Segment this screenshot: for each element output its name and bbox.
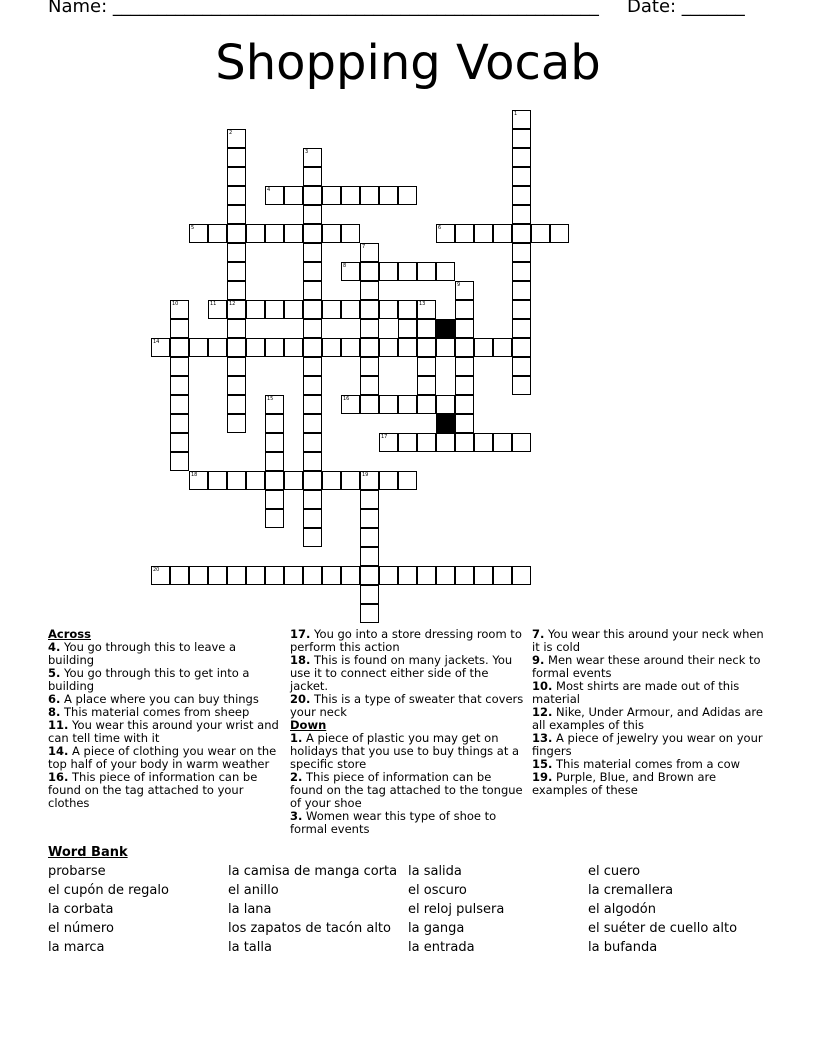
crossword-cell[interactable] xyxy=(341,338,360,357)
crossword-cell[interactable] xyxy=(284,224,303,243)
word-bank-column-3 xyxy=(408,862,504,957)
crossword-cell[interactable] xyxy=(417,319,436,338)
crossword-cell[interactable] xyxy=(246,338,265,357)
crossword-cell[interactable] xyxy=(265,186,284,205)
crossword-cell[interactable] xyxy=(360,395,379,414)
clue-number: 20. xyxy=(290,692,311,706)
crossword-cell[interactable] xyxy=(284,186,303,205)
crossword-cell[interactable] xyxy=(360,509,379,528)
clue-number: 1. xyxy=(290,731,303,745)
crossword-cell[interactable] xyxy=(455,224,474,243)
crossword-cell[interactable] xyxy=(189,566,208,585)
crossword-cell[interactable] xyxy=(398,300,417,319)
crossword-cell[interactable] xyxy=(417,433,436,452)
clue-number-label: 4 xyxy=(267,187,271,193)
clue-number-label: 12 xyxy=(229,301,236,307)
clue xyxy=(290,732,526,771)
word-bank-column-4 xyxy=(588,862,737,957)
crossword-cell[interactable] xyxy=(512,224,531,243)
crossword-cell[interactable] xyxy=(341,262,360,281)
clue-number: 6. xyxy=(48,692,61,706)
crossword-cell[interactable] xyxy=(379,395,398,414)
crossword-cell[interactable] xyxy=(512,300,531,319)
across-heading: Across xyxy=(48,627,91,641)
crossword-cell[interactable] xyxy=(474,566,493,585)
crossword-cell[interactable] xyxy=(322,224,341,243)
crossword-cell[interactable] xyxy=(341,566,360,585)
word-bank-item: el cupón de regalo xyxy=(48,883,169,898)
crossword-cell[interactable] xyxy=(265,338,284,357)
clue-number: 14. xyxy=(48,744,69,758)
crossword-cell[interactable] xyxy=(531,224,550,243)
crossword-cell[interactable] xyxy=(512,338,531,357)
clue xyxy=(48,771,280,810)
crossword-cell[interactable] xyxy=(246,471,265,490)
crossword-cell[interactable] xyxy=(170,338,189,357)
crossword-cell[interactable] xyxy=(417,300,436,319)
crossword-cell[interactable] xyxy=(208,566,227,585)
clue xyxy=(290,628,526,654)
crossword-black-cell xyxy=(436,319,455,338)
crossword-cell[interactable] xyxy=(303,205,322,224)
crossword-cell[interactable] xyxy=(227,471,246,490)
clue-number: 8. xyxy=(48,705,61,719)
crossword-cell[interactable] xyxy=(360,376,379,395)
crossword-cell[interactable] xyxy=(436,338,455,357)
crossword-cell[interactable] xyxy=(170,319,189,338)
crossword-cell[interactable] xyxy=(455,566,474,585)
crossword-cell[interactable] xyxy=(265,224,284,243)
crossword-cell[interactable] xyxy=(455,281,474,300)
word-bank-item: la entrada xyxy=(408,940,475,955)
word-bank-column-2 xyxy=(228,862,397,957)
crossword-cell[interactable] xyxy=(227,262,246,281)
crossword-cell[interactable] xyxy=(493,566,512,585)
crossword-cell[interactable] xyxy=(322,471,341,490)
crossword-cell[interactable] xyxy=(512,281,531,300)
crossword-cell[interactable] xyxy=(208,300,227,319)
crossword-cell[interactable] xyxy=(265,566,284,585)
crossword-cell[interactable] xyxy=(360,319,379,338)
clue-number-label: 14 xyxy=(153,339,160,345)
clue-number: 4. xyxy=(48,640,61,654)
crossword-cell[interactable] xyxy=(341,471,360,490)
word-bank-item: probarse xyxy=(48,864,106,879)
crossword-cell[interactable] xyxy=(322,300,341,319)
crossword-cell[interactable] xyxy=(303,357,322,376)
clue-number: 16. xyxy=(48,770,69,784)
crossword-cell[interactable] xyxy=(398,262,417,281)
crossword-cell[interactable] xyxy=(417,338,436,357)
word-bank-item: el anillo xyxy=(228,883,279,898)
word-bank-item: los zapatos de tacón alto xyxy=(228,921,391,936)
clue-text: Most shirts are made out of this material xyxy=(532,679,740,706)
crossword-cell[interactable] xyxy=(417,395,436,414)
clue-number: 5. xyxy=(48,666,61,680)
crossword-cell[interactable] xyxy=(512,129,531,148)
crossword-cell[interactable] xyxy=(398,566,417,585)
crossword-cell[interactable] xyxy=(227,338,246,357)
crossword-cell[interactable] xyxy=(455,319,474,338)
word-bank-item: el suéter de cuello alto xyxy=(588,921,738,936)
clue-number: 13. xyxy=(532,731,553,745)
crossword-cell[interactable] xyxy=(227,129,246,148)
crossword-cell[interactable] xyxy=(417,566,436,585)
clue xyxy=(290,771,526,810)
crossword-black-cell xyxy=(436,414,455,433)
crossword-cell[interactable] xyxy=(303,281,322,300)
crossword-cell[interactable] xyxy=(227,148,246,167)
date-label: Date: _______ xyxy=(627,0,745,17)
word-bank-item: la salida xyxy=(408,864,462,879)
crossword-cell[interactable] xyxy=(246,300,265,319)
clue-number-label: 6 xyxy=(438,225,442,231)
clue-text: This material comes from a cow xyxy=(552,757,741,771)
crossword-cell[interactable] xyxy=(512,319,531,338)
crossword-cell[interactable] xyxy=(379,186,398,205)
clue-text: You go into a store dressing room to perform this action xyxy=(290,627,522,654)
crossword-cell[interactable] xyxy=(227,243,246,262)
crossword-cell[interactable] xyxy=(512,110,531,129)
clue-text: Nike, Under Armour, and Adidas are all examples of this xyxy=(532,705,763,732)
crossword-cell[interactable] xyxy=(227,205,246,224)
crossword-cell[interactable] xyxy=(151,338,170,357)
crossword-cell[interactable] xyxy=(303,262,322,281)
clue-number: 2. xyxy=(290,770,303,784)
clue-number-label: 20 xyxy=(153,567,160,573)
clue-number: 19. xyxy=(532,770,553,784)
crossword-cell[interactable] xyxy=(170,433,189,452)
crossword-cell[interactable] xyxy=(398,186,417,205)
crossword-cell[interactable] xyxy=(512,243,531,262)
clue xyxy=(532,628,768,654)
crossword-cell[interactable] xyxy=(208,338,227,357)
crossword-cell[interactable] xyxy=(265,509,284,528)
clue-text: Men wear these around their neck to formal events xyxy=(532,653,761,680)
crossword-cell[interactable] xyxy=(455,433,474,452)
crossword-cell[interactable] xyxy=(360,490,379,509)
clues-column-3 xyxy=(532,628,768,797)
crossword-cell[interactable] xyxy=(303,243,322,262)
crossword-cell[interactable] xyxy=(360,471,379,490)
crossword-cell[interactable] xyxy=(303,471,322,490)
name-label: Name: ______________________________________________________ xyxy=(48,0,599,17)
word-bank-item: el cuero xyxy=(588,864,641,879)
crossword-cell[interactable] xyxy=(303,452,322,471)
clue-number: 7. xyxy=(532,627,545,641)
crossword-cell[interactable] xyxy=(341,224,360,243)
clue-number-label: 11 xyxy=(210,301,217,307)
crossword-cell[interactable] xyxy=(436,262,455,281)
crossword-cell[interactable] xyxy=(170,566,189,585)
crossword-cell[interactable] xyxy=(360,604,379,623)
crossword-cell[interactable] xyxy=(227,300,246,319)
crossword-cell[interactable] xyxy=(493,224,512,243)
crossword-cell[interactable] xyxy=(341,300,360,319)
clue-number: 9. xyxy=(532,653,545,667)
crossword-cell[interactable] xyxy=(284,338,303,357)
crossword-cell[interactable] xyxy=(322,566,341,585)
crossword-cell[interactable] xyxy=(227,167,246,186)
crossword-cell[interactable] xyxy=(493,433,512,452)
crossword-cell[interactable] xyxy=(512,167,531,186)
crossword-cell[interactable] xyxy=(550,224,569,243)
crossword-cell[interactable] xyxy=(398,471,417,490)
crossword-cell[interactable] xyxy=(379,338,398,357)
crossword-cell[interactable] xyxy=(303,376,322,395)
crossword-cell[interactable] xyxy=(227,566,246,585)
clue-text: This is found on many jackets. You use it to connect either side of the jacket. xyxy=(290,653,513,693)
word-bank-item: la camisa de manga corta xyxy=(228,864,398,879)
crossword-cell[interactable] xyxy=(208,471,227,490)
crossword-cell[interactable] xyxy=(189,224,208,243)
crossword-cell[interactable] xyxy=(360,338,379,357)
crossword-cell[interactable] xyxy=(512,148,531,167)
word-bank-item: el reloj pulsera xyxy=(408,902,505,917)
clue-number-label: 5 xyxy=(191,225,195,231)
crossword-cell[interactable] xyxy=(360,300,379,319)
clue xyxy=(290,654,526,693)
crossword-cell[interactable] xyxy=(512,433,531,452)
crossword-cell[interactable] xyxy=(360,281,379,300)
clue-number-label: 7 xyxy=(362,244,366,250)
word-bank-item: la marca xyxy=(48,940,105,955)
crossword-cell[interactable] xyxy=(227,395,246,414)
crossword-cell[interactable] xyxy=(455,300,474,319)
crossword-cell[interactable] xyxy=(398,433,417,452)
crossword-cell[interactable] xyxy=(379,566,398,585)
crossword-cell[interactable] xyxy=(170,414,189,433)
crossword-cell[interactable] xyxy=(303,528,322,547)
crossword-cell[interactable] xyxy=(379,433,398,452)
crossword-cell[interactable] xyxy=(455,338,474,357)
crossword-cell[interactable] xyxy=(360,585,379,604)
clue-number-label: 2 xyxy=(229,130,233,136)
clues-column-1 xyxy=(48,628,280,810)
crossword-cell[interactable] xyxy=(284,566,303,585)
crossword-cell[interactable] xyxy=(303,224,322,243)
crossword-cell[interactable] xyxy=(417,357,436,376)
crossword-cell[interactable] xyxy=(474,433,493,452)
crossword-cell[interactable] xyxy=(227,224,246,243)
clue xyxy=(48,719,280,745)
crossword-cell[interactable] xyxy=(360,528,379,547)
clue xyxy=(290,810,526,836)
clue xyxy=(532,732,768,758)
crossword-cell[interactable] xyxy=(227,357,246,376)
word-bank-item: la cremallera xyxy=(588,883,674,898)
crossword-cell[interactable] xyxy=(227,414,246,433)
crossword-cell[interactable] xyxy=(170,357,189,376)
crossword-cell[interactable] xyxy=(360,547,379,566)
crossword-cell[interactable] xyxy=(417,262,436,281)
clue xyxy=(48,641,280,667)
crossword-cell[interactable] xyxy=(303,300,322,319)
clue-text: A piece of clothing you wear on the top half of your body in warm weather xyxy=(48,744,277,771)
crossword-cell[interactable] xyxy=(455,376,474,395)
crossword-cell[interactable] xyxy=(284,300,303,319)
clue xyxy=(290,693,526,719)
crossword-cell[interactable] xyxy=(265,395,284,414)
crossword-cell[interactable] xyxy=(474,224,493,243)
clue-number-label: 8 xyxy=(343,263,347,269)
clue-number: 18. xyxy=(290,653,311,667)
crossword-cell[interactable] xyxy=(455,357,474,376)
crossword-cell[interactable] xyxy=(512,205,531,224)
crossword-cell[interactable] xyxy=(265,471,284,490)
crossword-cell[interactable] xyxy=(379,262,398,281)
clue-text: This material comes from sheep xyxy=(60,705,250,719)
crossword-cell[interactable] xyxy=(512,376,531,395)
page-title: Shopping Vocab xyxy=(215,35,601,91)
clue-number: 11. xyxy=(48,718,69,732)
crossword-cell[interactable] xyxy=(436,433,455,452)
crossword-cell[interactable] xyxy=(303,319,322,338)
crossword-cell[interactable] xyxy=(265,414,284,433)
crossword-cell[interactable] xyxy=(170,452,189,471)
crossword-cell[interactable] xyxy=(265,300,284,319)
clue xyxy=(532,771,768,797)
crossword-cell[interactable] xyxy=(398,338,417,357)
crossword-cell[interactable] xyxy=(265,490,284,509)
crossword-cell[interactable] xyxy=(303,490,322,509)
crossword-cell[interactable] xyxy=(265,452,284,471)
clue-number-label: 19 xyxy=(362,472,369,478)
crossword-cell[interactable] xyxy=(189,471,208,490)
clue xyxy=(48,667,280,693)
clue xyxy=(532,654,768,680)
crossword-cell[interactable] xyxy=(227,376,246,395)
clue-number: 12. xyxy=(532,705,553,719)
crossword-cell[interactable] xyxy=(303,148,322,167)
clue-number: 3. xyxy=(290,809,303,823)
crossword-cell[interactable] xyxy=(170,376,189,395)
clue-number-label: 18 xyxy=(191,472,198,478)
crossword-cell[interactable] xyxy=(474,338,493,357)
crossword-cell[interactable] xyxy=(512,357,531,376)
crossword-cell[interactable] xyxy=(398,319,417,338)
crossword-cell[interactable] xyxy=(512,566,531,585)
crossword-cell[interactable] xyxy=(455,414,474,433)
crossword-cell[interactable] xyxy=(341,186,360,205)
crossword-cell[interactable] xyxy=(493,338,512,357)
clue-text: You wear this around your wrist and can tell time with it xyxy=(48,718,279,745)
word-bank-title: Word Bank xyxy=(48,845,128,860)
word-bank-item: la corbata xyxy=(48,902,114,917)
clue-number-label: 1 xyxy=(514,111,518,117)
crossword-cell[interactable] xyxy=(512,186,531,205)
crossword-cell[interactable] xyxy=(246,224,265,243)
crossword-cell[interactable] xyxy=(303,167,322,186)
crossword-cell[interactable] xyxy=(189,338,208,357)
crossword-cell[interactable] xyxy=(436,224,455,243)
clue-number-label: 16 xyxy=(343,396,350,402)
word-bank-item: la ganga xyxy=(408,921,465,936)
clue-number-label: 9 xyxy=(457,282,461,288)
clue xyxy=(532,680,768,706)
crossword-cell[interactable] xyxy=(227,319,246,338)
crossword-cell[interactable] xyxy=(303,395,322,414)
crossword-cell[interactable] xyxy=(170,300,189,319)
clue xyxy=(532,706,768,732)
crossword-cell[interactable] xyxy=(360,186,379,205)
crossword-cell[interactable] xyxy=(322,338,341,357)
crossword-cell[interactable] xyxy=(360,566,379,585)
clue-number: 15. xyxy=(532,757,553,771)
clue-text: Purple, Blue, and Brown are examples of these xyxy=(532,770,717,797)
crossword-cell[interactable] xyxy=(303,433,322,452)
crossword-cell[interactable] xyxy=(436,395,455,414)
clues-column-2 xyxy=(290,628,526,836)
crossword-cell[interactable] xyxy=(208,224,227,243)
clue-number-label: 13 xyxy=(419,301,426,307)
clue-text: This piece of information can be found on the tag attached to your clothes xyxy=(48,770,258,810)
crossword-cell[interactable] xyxy=(303,414,322,433)
crossword-cell[interactable] xyxy=(360,357,379,376)
word-bank-item: la bufanda xyxy=(588,940,658,955)
crossword-cell[interactable] xyxy=(436,566,455,585)
clue-text: This is a type of sweater that covers your neck xyxy=(290,692,524,719)
crossword-cell[interactable] xyxy=(360,243,379,262)
clue-text: You wear this around your neck when it is cold xyxy=(532,627,764,654)
crossword-cell[interactable] xyxy=(170,395,189,414)
clue-text: A place where you can buy things xyxy=(60,692,259,706)
clue-text: You go through this to get into a building xyxy=(48,666,250,693)
clue-number-label: 17 xyxy=(381,434,388,440)
word-bank-item: el algodón xyxy=(588,902,656,917)
crossword-cell[interactable] xyxy=(341,395,360,414)
clue-text: You go through this to leave a building xyxy=(48,640,237,667)
clue-number: 10. xyxy=(532,679,553,693)
clue-text: Women wear this type of shoe to formal events xyxy=(290,809,497,836)
word-bank-item: la lana xyxy=(228,902,272,917)
clue-number-label: 15 xyxy=(267,396,274,402)
crossword-cell[interactable] xyxy=(398,395,417,414)
crossword-cell[interactable] xyxy=(303,509,322,528)
crossword-cell[interactable] xyxy=(455,395,474,414)
crossword-cell[interactable] xyxy=(284,471,303,490)
crossword-cell[interactable] xyxy=(417,376,436,395)
crossword-cell[interactable] xyxy=(303,338,322,357)
crossword-cell[interactable] xyxy=(151,566,170,585)
clue-number-label: 10 xyxy=(172,301,179,307)
crossword-cell[interactable] xyxy=(360,262,379,281)
crossword-cell[interactable] xyxy=(379,300,398,319)
crossword-cell[interactable] xyxy=(227,186,246,205)
word-bank-column-1 xyxy=(48,862,169,957)
clue-text: A piece of plastic you may get on holidays that you use to buy things at a specific store xyxy=(290,731,520,771)
clue-number: 17. xyxy=(290,627,311,641)
clue-number-label: 3 xyxy=(305,149,309,155)
crossword-cell[interactable] xyxy=(512,262,531,281)
crossword-cell[interactable] xyxy=(246,566,265,585)
crossword-cell[interactable] xyxy=(265,433,284,452)
crossword-cell[interactable] xyxy=(322,186,341,205)
word-bank-item: la talla xyxy=(228,940,272,955)
clue xyxy=(48,745,280,771)
word-bank-item: el oscuro xyxy=(408,883,467,898)
down-heading: Down xyxy=(290,718,327,732)
word-bank-item: el número xyxy=(48,921,114,936)
clue-text: A piece of jewelry you wear on your fingers xyxy=(532,731,763,758)
crossword-cell[interactable] xyxy=(303,566,322,585)
clue-text: This piece of information can be found on the tag attached to the tongue of your shoe xyxy=(290,770,523,810)
crossword-cell[interactable] xyxy=(379,471,398,490)
crossword-cell[interactable] xyxy=(227,281,246,300)
crossword-cell[interactable] xyxy=(303,186,322,205)
